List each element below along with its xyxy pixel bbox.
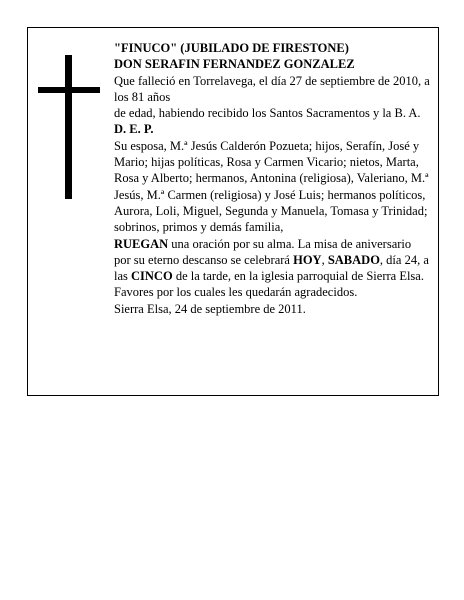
cinco-word: CINCO — [131, 269, 173, 284]
comma-space: , — [321, 252, 328, 267]
nickname-line: "FINUCO" (JUBILADO DE FIRESTONE) — [114, 41, 349, 55]
cross-vertical-bar — [65, 55, 72, 199]
mass-announcement — [114, 236, 430, 301]
day-text: , día 24, a las — [114, 252, 429, 284]
prayer-text: una oración por su alma. La misa de aniversario por su eterno descanso se celebrará — [114, 236, 412, 267]
hoy-word: HOY — [293, 252, 322, 267]
cross-horizontal-bar — [38, 87, 100, 93]
death-details: Que falleció en Torrelavega, el día 27 de septiembre de 2010, a los 81 años — [114, 73, 430, 104]
family-list: Su esposa, M.ª Jesús Calderón Pozueta; hijos, Serafín, José y Mario; hijas políticas, Rosa y Carmen Vicario; nietos, Marta, Rosa y Alberto; hermanos, Antonina (religiosa), Valeriano, M.ª Jesús, M.ª Carmen (religiosa) y José Luis; hermanos políticos, Aurora, Loli, Miguel, Segunda y Manuela, Tomasa y Trinidad; sobrinos, primos y demás familia, — [114, 138, 429, 235]
sacraments-line: de edad, habiendo recibido los Santos Sacramentos y la B. A. — [114, 106, 421, 121]
place-date: Sierra Elsa, 24 de septiembre de 2011. — [114, 301, 306, 316]
cross-icon — [38, 55, 100, 199]
sabado-word: SABADO — [327, 252, 380, 267]
closing-text: de la tarde, en la iglesia parroquial de Sierra Elsa. Favores por los cuales les quedarán agradecidos. — [114, 269, 424, 300]
notice-text — [114, 40, 430, 317]
obituary-notice — [27, 27, 439, 396]
deceased-name: DON SERAFIN FERNANDEZ GONZALEZ — [114, 57, 355, 72]
ruegan-word: RUEGAN — [114, 236, 169, 251]
dep-line: D. E. P. — [114, 122, 154, 137]
